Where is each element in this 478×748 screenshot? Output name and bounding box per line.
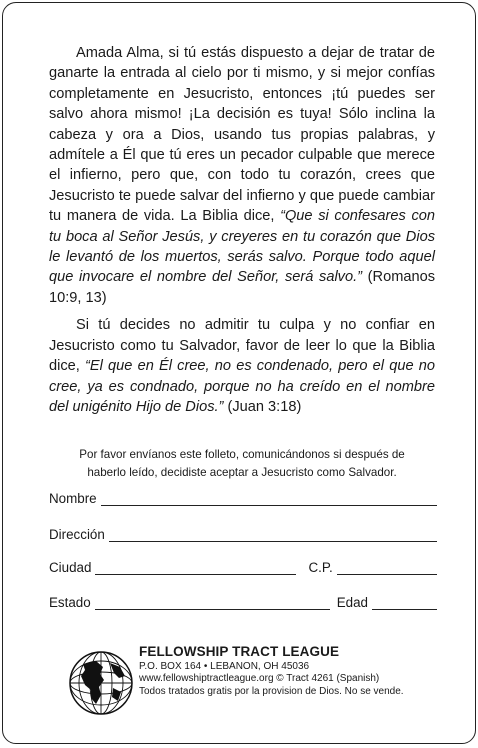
- publisher-note: Todos tratados gratis por la provision de Dios. No se vende.: [139, 685, 404, 697]
- tract-paragraph-1: [49, 43, 435, 308]
- state-label: Estado: [49, 595, 91, 610]
- zip-label: C.P.: [308, 560, 333, 575]
- name-line[interactable]: [101, 491, 437, 506]
- age-line[interactable]: [372, 595, 437, 610]
- publisher-address: P.O. BOX 164 • LEBANON, OH 45036: [139, 661, 310, 672]
- tract-page: [2, 2, 476, 744]
- name-label: Nombre: [49, 491, 97, 506]
- publisher-website: www.fellowshiptractleague.org © Tract 4261 (Spanish): [139, 673, 380, 685]
- scripture-quote: “Que si confesares con tu boca al Señor Jesús, y creyeres en tu corazón que Dios le levantó de los muertos, serás salvo. Porque todo aquel que invocare el nombre del Señor, será salvo.”: [49, 208, 435, 286]
- scripture-reference: (Romanos 10:9, 13): [49, 269, 435, 306]
- tract-paragraph-2: [49, 315, 435, 417]
- state-line[interactable]: [95, 595, 330, 610]
- age-label: Edad: [336, 595, 368, 610]
- publisher-footer: [69, 643, 449, 723]
- request-line: Por favor envíanos este folleto, comunicándonos si después de: [79, 448, 405, 461]
- address-label: Dirección: [49, 527, 105, 542]
- name-field-row: [49, 491, 437, 506]
- zip-line[interactable]: [337, 560, 437, 575]
- text-segment: Si tú decides no admitir tu culpa y no confiar en Jesucristo como tu Salvador, favor de leer lo que la Biblia dice,: [49, 317, 435, 375]
- city-line[interactable]: [95, 560, 296, 575]
- state-field-row: [49, 595, 437, 610]
- city-field-row: [49, 560, 437, 575]
- globe-icon: [69, 651, 133, 715]
- address-line[interactable]: [109, 527, 437, 542]
- scripture-reference: (Juan 3:18): [223, 398, 302, 415]
- address-field-row: [49, 527, 437, 542]
- city-label: Ciudad: [49, 560, 92, 575]
- response-request: [49, 446, 435, 482]
- text-segment: Amada Alma, si tú estás dispuesto a dejar de tratar de ganarte la entrada al cielo por ti mismo, y si mejor confías completamente en Jesucristo, entonces ¡tú puedes ser salvo ahora mismo! ¡La decisión es tuya! Sólo inclina la cabeza y ora a Dios, usando tus propias palabras, y admítele a Él que tú eres un pecador culpable que merece el infierno, pero que, con todo tu corazón, crees que Jesucristo te puede salvar del infierno y que puede cambiar tu manera de vida. La Biblia dice,: [49, 45, 435, 225]
- request-line: haberlo leído, decidiste aceptar a Jesucristo como Salvador.: [87, 466, 397, 479]
- publisher-info: [139, 643, 449, 698]
- publisher-name: FELLOWSHIP TRACT LEAGUE: [139, 644, 340, 659]
- scripture-quote: “El que en Él cree, no es condenado, pero el que no cree, ya es condnado, porque no ha creído en el nombre del unigénito Hijo de Dios.”: [49, 358, 435, 415]
- tract-body: [49, 43, 435, 424]
